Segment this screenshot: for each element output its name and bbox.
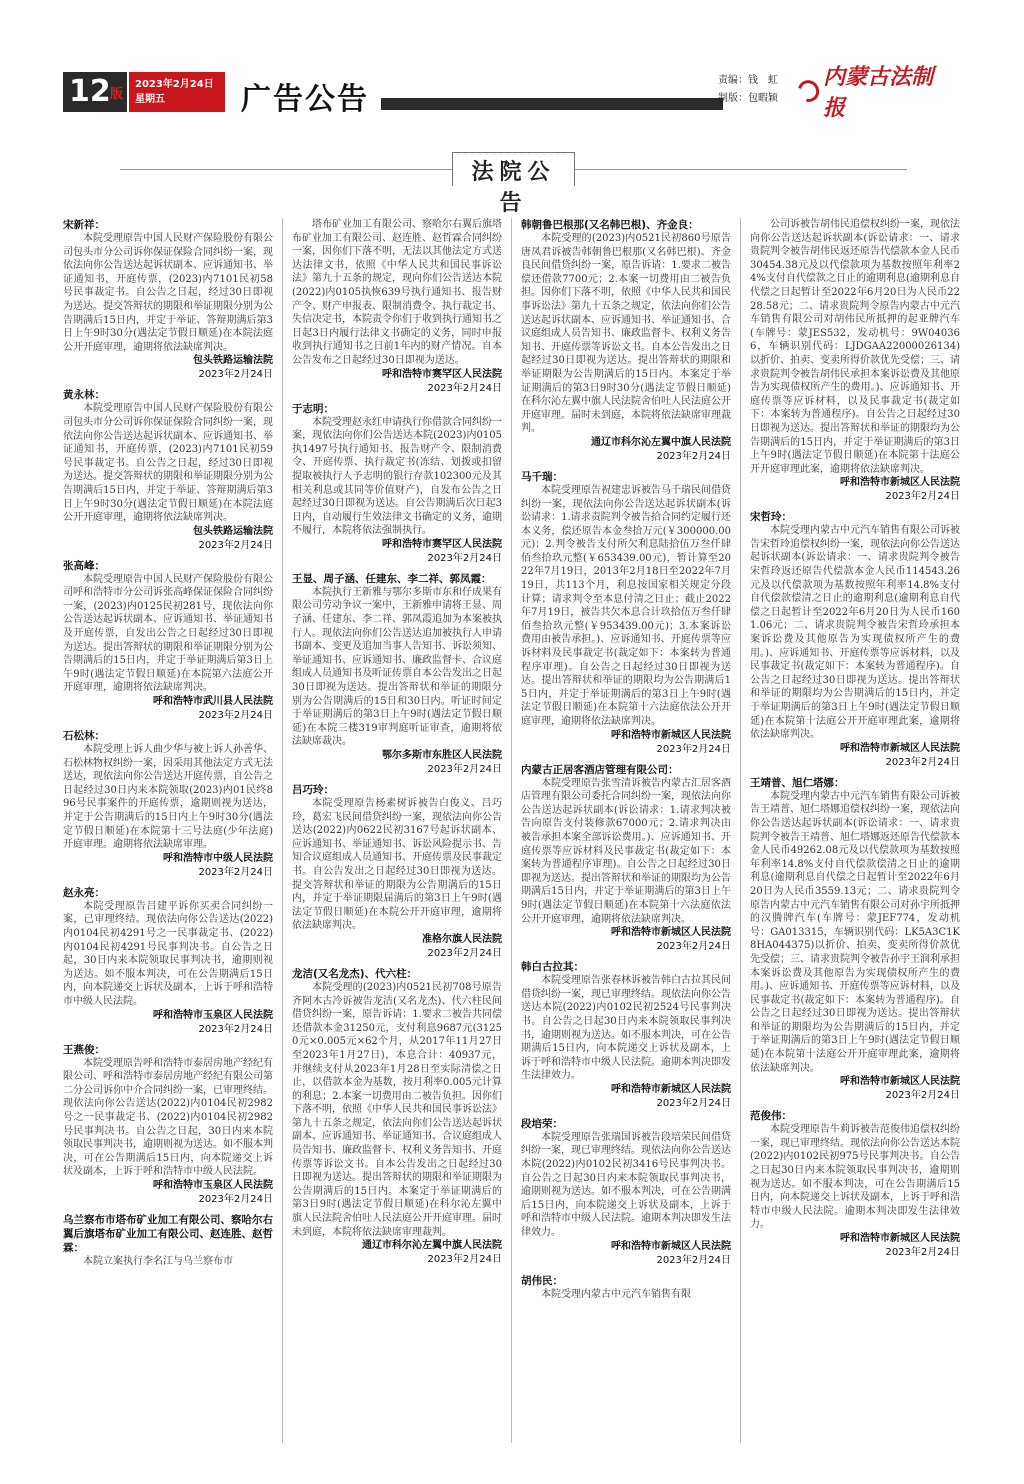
notice-date: 2023年2月24日 xyxy=(656,1254,731,1266)
notice-recipient: 宋哲玲： xyxy=(750,511,792,524)
notice-court: 呼和浩特市新城区人民法院 xyxy=(840,477,960,489)
court-notice xyxy=(521,960,731,1111)
notice-date: 2023年2月24日 xyxy=(885,491,960,503)
notice-body: 本院受理原告呼和浩特市泰居房地产经纪有限公司、呼和浩特市泰居房地产经纪有限公司第二分公司诉你中介合同纠纷一案，已审理终结。现依法向你公告送达(2022)内0104民初2982号之一民事裁定书、(2022)内0104民初2982号民事判决书。自公告之日起，30日内来本院领取民事判决书，逾期则视为送达。如不服本判决，可在公告期满后15日内，向本院递交上诉状及副本，上诉于呼和浩特市中级人民法院。 xyxy=(63,1057,273,1178)
newspaper-name: 内蒙古法制报 xyxy=(823,64,934,121)
editor-credit: 责编：钱 虹 xyxy=(718,75,778,86)
notice-body: 本院受理内蒙古中元汽车销售有限公司诉被告宋哲玲追偿权纠纷一案，现依法向你公告送达起诉状副本(诉讼请求：一、请求贵院判令被告宋哲玲返还原告代偿款本金人民币114543.26元及以代偿款项为基数按照年利率14.8%支付自代偿款偿清之日止的逾期利息(逾期利息自代偿之日起暂计至2022年6月20日为人民币1601.06元；二、请求贵院判令被告宋哲玲承担本案诉讼费及其他原告为实现债权所产生的费用。)、应诉通知书、开庭传票等应诉材料，以及民事裁定书(裁定如下：本案转为普通程序)。自公告之日起经过30日即视为送达。提出答辩状和举证的期限均为公告期满后的15日内，并定于举证期满后的第3日上午9时(遇法定节假日顺延)在本院第十法庭公开开庭审理此案，逾期将依法缺席判决。 xyxy=(750,525,960,741)
court-notice xyxy=(521,470,731,757)
court-notice xyxy=(750,218,960,504)
notice-body: 本院受理原告张春林诉被告韩白古拉其民间借贷纠纷一案，现已审理终结。现依法向你公告送达本院(2022)内0102民初2524号民事判决书。自公告之日起30日内来本院领取民事判决书，逾期则视为送达。如不服本判决，可在公告期满后15日内，向本院递交上诉状及副本，上诉于呼和浩特市中级人民法院。逾期本判决即发生法律效力。 xyxy=(521,975,731,1082)
banner-box xyxy=(452,152,575,216)
notice-recipient: 王燕俊： xyxy=(63,1043,105,1056)
notice-recipient: 宋新祥： xyxy=(63,219,105,231)
page-number-badge xyxy=(63,72,127,112)
notice-date: 2023年2月24日 xyxy=(427,764,502,775)
section-banner xyxy=(0,148,1024,216)
page-number: 12 xyxy=(69,74,111,109)
notice-date: 2023年2月24日 xyxy=(656,1097,731,1109)
notice-court: 呼和浩特市新城区人民法院 xyxy=(611,1083,731,1095)
notice-recipient: 韩朝鲁巴根那(又名韩巴根)、齐金良： xyxy=(521,219,699,231)
notice-court: 呼和浩特市新城区人民法院 xyxy=(840,742,960,754)
notice-body: 本院受理原告中国人民财产保险股份有限公司呼和浩特市分公司诉张高峰保证保险合同纠纷一案，(2023)内0125民初281号，现依法向你公告送达起诉状副本、应诉通知书、举证通知书及开庭传票，自发出公告之日起经过30日即视为送达。提出答辩状的期限和举证期限分别为公告期满后的15日内，并定于举证期满后第3日上午9时(遇法定节假日顺延)在本院第六法庭公开开庭审理，逾期将依法缺席判决。 xyxy=(63,573,273,694)
notice-court: 准格尔旗人民法院 xyxy=(422,933,502,945)
notice-recipient: 胡伟民： xyxy=(521,1274,563,1287)
notice-court: 包头铁路运输法院 xyxy=(193,355,273,367)
notice-date: 2023年2月24日 xyxy=(885,1090,960,1102)
issue-date-block xyxy=(129,72,225,112)
notice-date: 2023年2月24日 xyxy=(198,1023,273,1035)
notice-court: 呼和浩特市玉泉区人民法院 xyxy=(153,1009,273,1021)
notice-date: 2023年2月24日 xyxy=(885,756,960,768)
court-notice xyxy=(292,783,502,961)
page-header xyxy=(63,64,958,121)
notice-date: 2023年2月24日 xyxy=(885,1247,960,1258)
court-notice xyxy=(750,1109,960,1260)
court-notice xyxy=(63,559,273,723)
notice-body: 本院受理内蒙古中元汽车销售有限公司诉被告王靖普、旭仁塔娜追偿权纠纷一案，现依法向你公告送达起诉状副本(诉讼请求：一、请求贵院判令被告王靖普、旭仁塔娜返还原告代偿款本金人民币49262.08元及以代偿款项为基数按照年利率14.8%支付自代偿款偿清之日止的逾期利息(逾期利息自代偿之日起暂计至2022年6月20日为人民币3559.13元；二、请求贵院判令原告内蒙古中元汽车销售有限公司对孙宇所抵押的汉腾牌汽车(车牌号：蒙JEF774，发动机号：GA013315，车辆识别代码：LK5A3C1K8HA044375)以折价、拍卖、变卖所得价款优先受偿；三、请求贵院判令被告孙宇王润利承担本案诉讼费及其他原告为实现债权所产生的费用。)、应诉通知书、开庭传票等应诉材料，以及民事裁定书(裁定如下：本案转为普通程序)。自公告之日起经过30日即视为送达。提出答辩状和举证的期限均为公告期满后的15日内，并定于举证期满后的第3日上午9时(遇法定节假日顺延)在本院第十法庭公开开庭审理此案，逾期将依法缺席判决。 xyxy=(750,790,960,1074)
notice-date: 2023年2月24日 xyxy=(656,743,731,755)
newspaper-logo xyxy=(798,64,948,121)
column-divider xyxy=(740,218,741,1443)
notice-date: 2023年2月24日 xyxy=(427,947,502,959)
court-notice xyxy=(63,1213,273,1269)
column-divider xyxy=(282,218,283,1443)
court-notice xyxy=(521,763,731,955)
court-notice xyxy=(750,510,960,770)
notice-body: 本院受理原告张雪清诉被告内蒙古汇居客酒店管理有限公司委托合同纠纷一案，现依法向你公告送达起诉状副本(诉讼请求：1.请求判决被告向原告支付装修款67000元；2.请求判决由被告承担本案全部诉讼费用。)、应诉通知书、开庭传票等应诉材料及民事裁定书(裁定如下：本案转为普通程序审理)。自公告之日起经过30日即视为送达。提出答辩状和举证的期限均为公告期满后15日内，并定于举证期满后的第3日上午9时(遇法定节假日顺延)在本院第十六法庭依法公开开庭审理，逾期将依法缺席判决。 xyxy=(521,777,731,925)
issue-weekday: 星期五 xyxy=(135,94,165,105)
notice-court: 呼和浩特市新城区人民法院 xyxy=(611,1240,731,1252)
section-title: 广告公告 xyxy=(241,82,369,117)
notice-court: 呼和浩特市新城区人民法院 xyxy=(611,729,731,741)
court-notice xyxy=(63,388,273,552)
notice-court: 包头铁路运输法院 xyxy=(193,525,273,537)
notice-date: 2023年2月24日 xyxy=(427,1254,502,1266)
notice-date: 2023年2月24日 xyxy=(198,710,273,722)
notice-court: 呼和浩特市赛罕区人民法院 xyxy=(382,368,502,380)
notice-date: 2023年2月24日 xyxy=(427,552,502,564)
notice-body: 本院受理原告杨素树诉被告白俊义、吕巧玲，葛宏飞民间借贷纠纷一案，现依法向你公告送达(2022)内0622民初3167号起诉状副本、应诉通知书、举证通知书、诉讼风险提示书、告知合议庭组成人员通知书、开庭传票及民事裁定书。自公告发出之日起经过30日即视为送达。提交答辩状和举证的期限为公告期满后的15日内，并定于举证期限届满后的第3日上午9时(遇法定节假日顺延)在本院公开开庭审理，逾期将依法缺席判决。 xyxy=(292,798,502,932)
notice-body: 本院受理原告祝建忠诉被告马千瑞民间借贷纠纷一案，现依法向你公告送达起诉状副本(诉讼请求：1.请求责院判令被告拾合同约定履行还本义务，偿还原告本金叁拾万元(￥300000.00元)；2.判令被告支付所欠利息陆拾伍万叁仟肆佰叁拾玖元整(￥653439.00元)，暂计算至2022年7月19日，2013年2月18日至2022年7月19日，共113个月，利息按国家相关规定分段计算；请求判令至本息付清之日止；截止2022年7月19日，被告共欠本息合计玖拾伍万叁仟肆佰叁拾玖元整(￥953439.00元)；3.本案诉讼费用由被告承担。)、应诉通知书、开庭传票等应诉材料及民事裁定书(裁定如下：本案转为普通程序审理)。自公告之日起经过30日即视为送达。提出答辩状和举证的期限均为公告期满后15日内，并定于举证期满后的第3日上午9时(遇法定节假日顺延)在本院第十六法庭依法公开开庭审理，逾期将依法缺席判决。 xyxy=(521,484,731,727)
column-4 xyxy=(750,218,960,1443)
page-suffix: 版 xyxy=(109,87,123,102)
notice-body: 本院受理的(2023)内0521民初860号原告唐凤君诉被告韩朝鲁巴根那(又名韩巴根)、齐金良民间借贷纠纷一案，原告诉请：1.要求二被告偿还借款7700元；2.本案一切费用由二被告负担。因你们下落不明，依照《中华人民共和国民事诉讼法》第九十五条之规定，依法向你们公告送达起诉状副本、应诉通知书、举证通知书、合议庭组成人员告知书、廉政监督卡、权利义务告知书、开庭传票等诉讼文书。自本公告发出之日起经过30日即视为送达。提出答辩状的期限和举证期限为公告期满后的15日内。本案定于举证期满后的第3日9时30分(遇法定节假日顺延)在科尔沁左翼中旗人民法院舍伯吐人民法庭公开开庭审理。届时未到庭，本院将依法缺席审理裁判。 xyxy=(521,233,731,435)
notice-body: 本院受理原告中国人民财产保险股份有限公司包头市分公司诉你保证保险合同纠纷一案，现依法向你公告送达起诉状副本、应诉通知书、举证通知书，开庭传票，(2023)内7101民初58号民事裁定书。自公告之日起，经过30日即视为送达。提交答辩状的期限和举证期限分别为公告期满后15日内，并定于举证、答辩期满后第3日上午9时30分(遇法定节假日顺延)在本院法庭公开开庭审理，逾期将依法缺席判决。 xyxy=(63,233,273,353)
producer-credit: 制版：包暇颖 xyxy=(718,93,778,104)
notice-date: 2023年2月24日 xyxy=(198,539,273,551)
editor-credits xyxy=(718,72,778,108)
notice-court: 呼和浩特市新城区人民法院 xyxy=(840,1233,960,1244)
notice-recipient: 黄永林： xyxy=(63,389,105,402)
notice-body: 本院受理赵永红申请执行你借款合同纠纷一案，现依法向你们公告送达本院(2023)内0105执1497号执行通知书、报告财产令、限制消费令、开庭传票、执行裁定书(冻结、划拨或扣留提取被执行人予志明的银行存款102300元及其相关利息或其同等价值财产)，自发布公告之日起经过30日即视为送达。自公告期满后次日起3日内，自动履行生效法律文书确定的义务，逾期不履行，本院将依法强制执行。 xyxy=(292,416,502,537)
court-notice xyxy=(63,218,273,382)
court-notice xyxy=(292,967,502,1267)
notice-recipient: 张高峰： xyxy=(63,559,105,572)
notice-recipient: 段培荣： xyxy=(521,1117,563,1130)
newspaper-logo-icon xyxy=(794,76,823,106)
notice-court: 通辽市科尔沁左翼中旗人民法院 xyxy=(591,436,731,448)
notice-body: 本院立案执行李名江与乌兰察布市 xyxy=(83,1255,233,1267)
court-notice xyxy=(292,572,502,777)
notice-body: 本院受理上诉人曲少华与被上诉人孙善华、石松林物权纠纷一案，因采用其他法定方式无法送达，现依法向你公告送达开庭传票，自公告之日起经过30日内来本院领取(2023)内01民终896号民事案件的开庭传票，逾期则视为送达，并定于公告期满后的15日内上午9时30分(遇法定节假日顺延)在本院第十三号法庭(少年法庭)开庭审理。逾期将依法缺席审理。 xyxy=(63,744,273,851)
banner-line-left xyxy=(120,169,452,170)
court-notice xyxy=(292,402,502,566)
notice-body: 本院受理的(2023)内0521民初708号原告齐阿木古冷诉被告龙洁(又名龙杰)、代六柱民间借贷纠纷一案，原告诉请：1.要求二被告共同偿还借款本金31250元，支付利息9687元(31250元×0.005元×62个月，从2017年11月27日至2023年1月27日)，本息合计：40937元，并继续支付从2023年1月28日至实际清偿之日止，以借款本金为基数，按月利率0.005元计算的利息；2.本案一切费用由二被告负担。因你们下落不明，依照《中华人民共和国民事诉讼法》第九十五条之规定，依法向你们公告送达起诉状副本、应诉通知书、举证通知书、合议庭组成人员告知书、廉政监督卡、权利义务告知书、开庭传票等诉讼文书。自本公告发出之日起经过30日即视为送达。提出答辩状的期限和举证期限为公告期满后的15日内。本案定于举证期满后的第3日9时(遇法定节假日顺延)在科尔沁左翼中旗人民法院舍伯吐人民法庭公开开庭审理。届时未到庭，本院将依法缺席审理裁判。 xyxy=(292,981,502,1238)
notice-recipient: 韩白古拉其： xyxy=(521,961,584,974)
notice-columns xyxy=(63,218,960,1443)
notice-court: 呼和浩特市新城区人民法院 xyxy=(611,927,731,939)
issue-date: 2023年2月24日 xyxy=(135,79,214,90)
notice-court: 鄂尔多斯市东胜区人民法院 xyxy=(382,750,502,761)
notice-recipient: 吕巧玲： xyxy=(292,784,334,796)
notice-body: 本院受理原告张瑞国诉被告段培荣民间借贷纠纷一案，现已审理终结。现依法向你公告送达本院(2022)内0102民初3416号民事判决书。自公告之日起30日内来本院领取民事判决书，逾期则视为送达。如不服本判决，可在公告期满后15日内，向本院递交上诉状及副本，上诉于呼和浩特市中级人民法院。逾期本判决即发生法律效力。 xyxy=(521,1131,731,1239)
notice-court: 呼和浩特市武川县人民法院 xyxy=(153,696,273,708)
notice-body: 公司诉被告胡伟民追偿权纠纷一案，现依法向你公告送达起诉状副本(诉讼请求：一、请求贵院判令被告胡伟民返还原告代偿款本金人民币30454.38元及以代偿款项为基数按照年利率24%支付自代偿款之日止的逾期利息(逾期利息自代偿之日起暂计至2022年6月20日为人民币2228.58元；二、请求贵院判令原告内蒙古中元汽车销售有限公司对胡伟民所抵押的起亚牌汽车(车牌号：蒙JES532，发动机号：9W040366，车辆识别代码：LJDGAA22000026134)以折价、拍卖、变卖所得价款优先受偿；三、请求贵院判令被告胡伟民承担本案诉讼费及其他原告为实现债权所产生的费用。)、应诉通知书、开庭传票等应诉材料，以及民事裁定书(裁定如下：本案转为普通程序)。自公告之日起经过30日即视为送达。提出答辩状和举证的期限均为公告期满后的15日内，并定于举证期满后的第3日上午9时(遇法定节假日顺延)在本院第十法庭公开开庭审理此案，逾期将依法缺席判决。 xyxy=(750,219,960,475)
notice-date: 2023年2月24日 xyxy=(198,369,273,381)
notice-body: 本院受理原告吕建平诉你买卖合同纠纷一案，已审理终结。现依法向你公告送达(2022)内0104民初4291号之一民事裁定书、(2022)内0104民初4291号民事判决书。自公告之日起，30日内来本院领取民事判决书，逾期则视为送达。如不服本判决，可在公告期满后15日内，向本院递交上诉状及副本，上诉于呼和浩特市中级人民法院。 xyxy=(63,900,273,1007)
column-divider xyxy=(511,218,512,1443)
notice-date: 2023年2月24日 xyxy=(198,1193,273,1205)
notice-recipient: 内蒙古正居客酒店管理有限公司： xyxy=(521,763,679,776)
notice-court: 呼和浩特市中级人民法院 xyxy=(163,852,273,864)
court-notice xyxy=(292,218,502,396)
notice-court: 呼和浩特市赛罕区人民法院 xyxy=(382,538,502,550)
column-1 xyxy=(63,218,273,1443)
notice-court: 呼和浩特市新城区人民法院 xyxy=(840,1076,960,1088)
notice-body: 本院受理原告中国人民财产保险股份有限公司包头市分公司诉你保证保险合同纠纷一案，现依法向你公告送达起诉状副本、应诉通知书、举证通知书，开庭传票，(2023)内7101民初59号民事裁定书。自公告之日起，经过30日即视为送达。提交答辩状的期限和举证期限分别为公告期满后15日内，并定于举证、答辩期满后第3日上午9时30分(遇法定节假日顺延)在本院法庭公开开庭审理，逾期将依法缺席判决。 xyxy=(63,403,273,524)
header-bar xyxy=(381,98,723,110)
notice-recipient: 赵永亮： xyxy=(63,886,105,899)
notice-recipient: 乌兰察布市塔布矿业加工有限公司、察哈尔右翼后旗塔布矿业加工有限公司、赵连胜、赵哲霖： xyxy=(63,1213,273,1254)
notice-recipient: 石松林： xyxy=(63,730,105,743)
notice-recipient: 于志明： xyxy=(292,402,334,415)
banner-title: 法院公告 xyxy=(453,155,574,217)
notice-date: 2023年2月24日 xyxy=(198,866,273,878)
column-3 xyxy=(521,218,731,1443)
court-notice xyxy=(521,1117,731,1268)
banner-line-right xyxy=(575,169,907,170)
court-notice xyxy=(750,776,960,1103)
court-notice xyxy=(521,1274,731,1302)
notice-body: 本院受理内蒙古中元汽车销售有限 xyxy=(541,1288,691,1300)
notice-date: 2023年2月24日 xyxy=(656,941,731,953)
court-notice xyxy=(63,886,273,1037)
notice-recipient: 龙洁(又名龙杰)、代六柱： xyxy=(292,967,418,980)
notice-court: 呼和浩特市玉泉区人民法院 xyxy=(153,1179,273,1191)
notice-body: 本院受理原告牛莉诉被告范俊伟追偿权纠纷一案，现已审理终结。现依法向你公告送达本院(2022)内0102民初975号民事判决书。自公告之日起30日内来本院领取民事判决书，逾期则视为送达。如不服本判决，可在公告期满后15日内，向本院递交上诉状及副本，上诉于呼和浩特市中级人民法院。逾期本判决即发生法律效力。 xyxy=(750,1124,960,1231)
notice-recipient: 马千瑞： xyxy=(521,470,563,483)
notice-court: 通辽市科尔沁左翼中旗人民法院 xyxy=(362,1240,502,1252)
notice-date: 2023年2月24日 xyxy=(656,450,731,462)
court-notice xyxy=(63,729,273,880)
court-notice xyxy=(63,1043,273,1207)
notice-date: 2023年2月24日 xyxy=(427,382,502,394)
notice-body: 塔布矿业加工有限公司、察哈尔右翼后旗塔布矿业加工有限公司、赵连胜、赵哲霖合同纠纷一案，因你们下落不明，无法以其他法定方式送达法律文书，依照《中华人民共和国民事诉讼法》第九十五条的规定，现向你们公告送达本院(2022)内0105执恢639号执行通知书、报告财产令、财产申报表、限制消费令、执行裁定书、失信决定书，本院责令你们于收到执行通知书之日起3日内履行法律文书确定的义务，同时申报收到执行通知书之日前1年内的财产情况。自本公告发布之日起经过30日即视为送达。 xyxy=(292,219,502,366)
notice-body: 本院执行王新雅与鄂尔多斯市东和仔成果有限公司劳动争议一案中，王新雅申请将王显、周子涵、任建东、李二祥、郭凤霞追加为本案被执行人。现依法向你们公告送达追加被执行人申请书副本、变更及追加当事人告知书、诉讼须知、举证通知书、应诉通知书、廉政监督卡、合议庭组成人员通知书及听证传票自本公告发出之日起30日即视为送达。提出答辩状和举证的期限分别为公告期满后的15日和30日内。听证时间定于举证期满后的第3日上午9时(遇法定节假日顺延)在本院三楼319审判庭听证审查，逾期将依法缺席裁决。 xyxy=(292,586,502,748)
notice-recipient: 王靖普、旭仁塔娜： xyxy=(750,776,845,789)
column-2 xyxy=(292,218,502,1443)
notice-recipient: 王显、周子涵、任建东、李二祥、郭凤霞： xyxy=(292,572,492,585)
court-notice xyxy=(521,218,731,464)
notice-recipient: 范俊伟： xyxy=(750,1110,792,1123)
